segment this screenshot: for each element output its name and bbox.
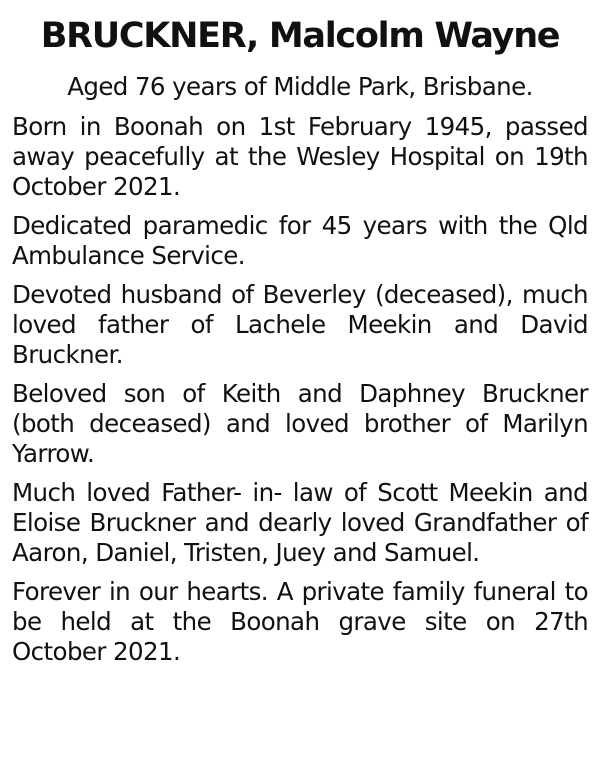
deceased-name-heading: BRUCKNER, Malcolm Wayne xyxy=(40,16,560,56)
birth-death-paragraph: Born in Boonah on 1st February 1945, passed away peacefully at the Wesley Hospital on 19th October 2021. xyxy=(12,112,588,201)
in-laws-grandchildren-paragraph: Much loved Father- in- law of Scott Meekin and Eloise Bruckner and dearly loved Grandfather of Aaron, Daniel, Tristen, Juey and Samuel. xyxy=(12,478,588,567)
funeral-details-paragraph: Forever in our hearts. A private family funeral to be held at the Boonah grave site on 27th October 2021. xyxy=(12,577,588,666)
parents-sibling-paragraph: Beloved son of Keith and Daphney Bruckner (both deceased) and loved brother of Marilyn Yarrow. xyxy=(12,379,588,468)
career-paragraph: Dedicated paramedic for 45 years with the Qld Ambulance Service. xyxy=(12,211,588,270)
age-residence-line: Aged 76 years of Middle Park, Brisbane. xyxy=(67,72,533,101)
spouse-children-paragraph: Devoted husband of Beverley (deceased), much loved father of Lachele Meekin and David Bruckner. xyxy=(12,280,588,369)
